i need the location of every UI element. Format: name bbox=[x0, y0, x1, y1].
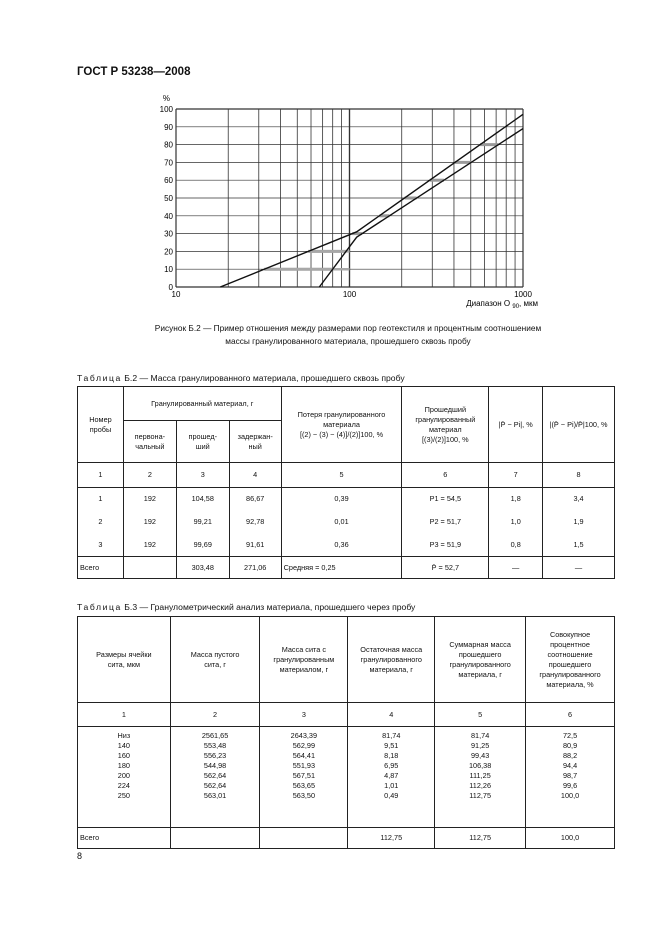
x-tick-label: 10 bbox=[171, 290, 181, 299]
x-tick-label: 100 bbox=[342, 290, 357, 299]
document-header: ГОСТ Р 53238—2008 bbox=[77, 66, 191, 78]
t2-head-sample-no: Номер пробы bbox=[78, 387, 124, 463]
t3-head-empty-mass: Масса пустого сита, г bbox=[170, 617, 260, 703]
t3-head-sum: Суммарная масса прошедшего гранулированного материала, г bbox=[435, 617, 526, 703]
table-row: 2 192 99,21 92,78 0,01 P2 = 51,7 1,0 1,9 bbox=[78, 511, 615, 534]
t3-head-residual: Остаточная масса гранулированного материала, г bbox=[348, 617, 435, 703]
table-total-row: Всего 112,75 112,75 100,0 bbox=[78, 828, 615, 849]
figure-caption bbox=[100, 322, 596, 348]
table3-caption-label: Таблица bbox=[77, 602, 122, 612]
y-tick-label: 40 bbox=[164, 211, 173, 221]
t2-head-passed-pct: Прошедший гранулированный материал [(3)/(2)]100, % bbox=[402, 387, 489, 463]
t2-head-initial: первона- чальный bbox=[123, 421, 176, 463]
t2-col-numbers: 1 2 3 4 5 6 7 8 bbox=[78, 463, 615, 488]
y-tick-label: 100 bbox=[159, 105, 173, 114]
y-tick-label: 20 bbox=[164, 247, 173, 257]
t2-head-granular: Гранулированный материал, г bbox=[123, 387, 281, 421]
t2-head-loss: Потеря гранулированного материала [(2) − (3) − (4)]/(2)]100, % bbox=[281, 387, 402, 463]
table3-caption-text: Б.3 — Гранулометрический анализ материала, прошедшего через пробу bbox=[124, 602, 416, 612]
y-tick-label: 60 bbox=[164, 176, 173, 186]
y-tick-label: 90 bbox=[164, 122, 173, 132]
table-row: 3 192 99,69 91,61 0,36 P3 = 51,9 0,8 1,5 bbox=[78, 534, 615, 557]
t3-data-block: Низ 140 160 180 200 224 250 2561,65 553,48 556,23 544,98 562,64 562,64 563,01 2643,39 562,99 564,41 551,93 567,51 563,65 563,50 81,74 9,51 8,18 6,95 4,87 1,01 0,49 81,74 91,25 99,43 106,38 111,25 112,26 112,75 72,5 80,9 88,2 94,4 98,7 99,6 100,0 bbox=[78, 727, 615, 828]
table2-caption-label: Таблица bbox=[77, 373, 122, 383]
series-line-upper bbox=[220, 114, 523, 287]
y-tick-label: 10 bbox=[164, 265, 173, 275]
table3 bbox=[77, 616, 615, 849]
table2-caption-text: Б.2 — Масса гранулированного материала, прошедшего сквозь пробу bbox=[124, 373, 405, 383]
caption-line-2: массы гранулированного материала, прошедшего сквозь пробу bbox=[225, 336, 471, 346]
table-row: 1 192 104,58 86,67 0,39 P1 = 54,5 1,8 3,4 bbox=[78, 488, 615, 511]
table2 bbox=[77, 386, 615, 579]
y-tick-label: 50 bbox=[164, 194, 173, 203]
t3-head-sieve: Размеры ячейки сита, мкм bbox=[78, 617, 171, 703]
table2-caption bbox=[77, 373, 405, 383]
t2-head-passed: прошед- ший bbox=[176, 421, 229, 463]
page-number: 8 bbox=[77, 851, 83, 861]
t3-col-numbers: 1 2 3 4 5 6 bbox=[78, 703, 615, 727]
t2-head-col7: |P̄ − Pi|, % bbox=[489, 387, 543, 463]
y-tick-label: 30 bbox=[164, 229, 173, 239]
y-axis-label: % bbox=[162, 94, 170, 103]
x-axis-label: Диапазон O $_{90}$, мкм bbox=[466, 299, 538, 310]
x-tick-label: 1000 bbox=[514, 290, 532, 299]
table-total-row: Всего 303,48 271,06 Средняя = 0,25 P̄ = 52,7 — — bbox=[78, 557, 615, 579]
caption-line-1: Рисунок Б.2 — Пример отношения между размерами пор геотекстиля и процентным соотношением bbox=[154, 323, 542, 333]
t3-head-cumulative: Совокупное процентное соотношение прошедшего гранулированного материала, % bbox=[526, 617, 615, 703]
t2-head-col8: |(P̄ − Pi)/P̄|100, % bbox=[543, 387, 615, 463]
y-tick-label: 70 bbox=[164, 158, 173, 168]
y-tick-label: 0 bbox=[168, 283, 173, 292]
y-tick-label: 80 bbox=[164, 140, 173, 150]
chart bbox=[0, 0, 661, 320]
table3-caption bbox=[77, 602, 415, 612]
t3-head-sieve-mass: Масса сита с гранулированным материалом, г bbox=[260, 617, 348, 703]
t2-head-retained: задержан- ный bbox=[229, 421, 281, 463]
